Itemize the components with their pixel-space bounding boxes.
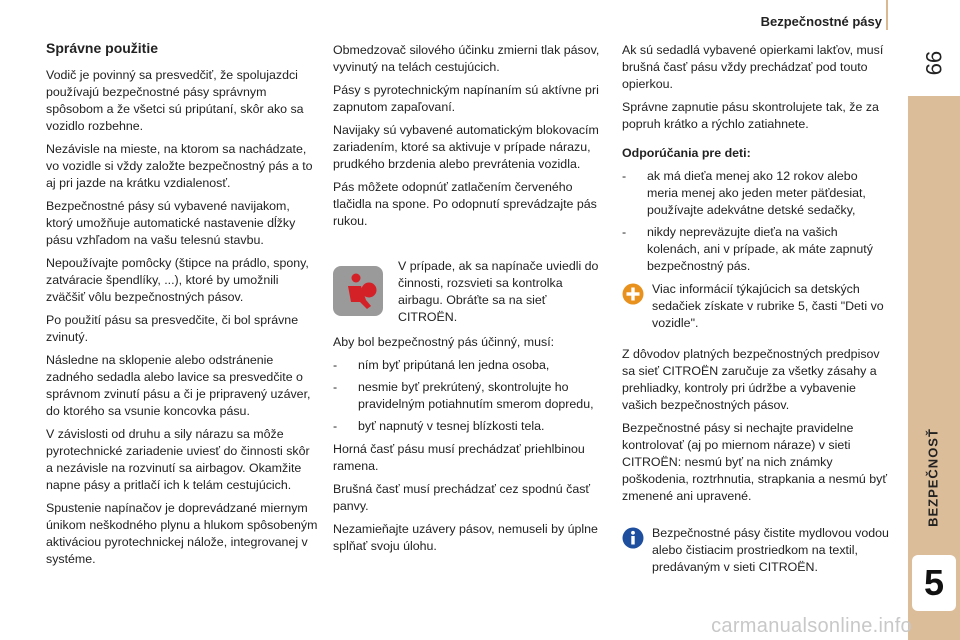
chapter-number: 5 <box>912 555 956 611</box>
cleaning-info-note <box>622 525 892 576</box>
paragraph: Pásy s pyrotechnickým napínaním sú aktívne pri zapnutom zapaľovaní. <box>333 83 599 114</box>
section-title: Správne použitie <box>46 40 159 56</box>
plus-icon <box>622 283 644 310</box>
column-2 <box>333 42 603 561</box>
paragraph: Správne zapnutie pásu skontrolujete tak, že za popruh krátko a rýchlo zatiahnete. <box>622 100 879 131</box>
running-header: Bezpečnostné pásy <box>760 14 882 29</box>
paragraph: Bezpečnostné pásy si nechajte pravidelne kontrolovať (aj po miernom náraze) v sieti CITROËN: nesmú byť na nich známky poškodenia, roztrhnutia, strapkania a nesmú byť zmenené ani upravené. <box>622 421 888 503</box>
paragraph: Nezamieňajte uzávery pásov, nemuseli by úplne splňať svoju úlohu. <box>333 522 598 553</box>
paragraph: Ak sú sedadlá vybavené opierkami lakťov, musí brušná časť pásu vždy prechádzať pod touto opierkou. <box>622 43 884 91</box>
paragraph: Obmedzovač silového účinku zmierni tlak pásov, vyvinutý na telách cestujúcich. <box>333 43 600 74</box>
info-icon <box>622 527 644 554</box>
paragraph: Brušná časť musí prechádzať cez spodnú časť panvy. <box>333 482 591 513</box>
airbag-warning-icon <box>333 266 383 321</box>
paragraph: Horná časť pásu musí prechádzať priehlbinou ramena. <box>333 442 585 473</box>
column-1 <box>46 40 318 574</box>
note-text: V prípade, ak sa napínače uviedli do činnosti, rozsvieti sa kontrolka airbagu. Obráťte sa na sieť CITROËN. <box>398 259 599 324</box>
list-intro: Aby bol bezpečnostný pás účinný, musí: <box>333 335 555 349</box>
recommendations-title: Odporúčania pre deti: <box>622 146 751 160</box>
paragraph: Nezávisle na mieste, na ktorom sa nachádzate, vo vozidle si vždy založte bezpečnostný pás a to aj pri jazde na krátku vzdialenosť. <box>46 142 313 190</box>
header-divider <box>886 0 888 30</box>
list-item: - ním byť pripútaná len jedna osoba, <box>333 357 603 374</box>
paragraph: Spustenie napínačov je doprevádzané miernym únikom neškodného plynu a hlukom spôsobeným aktiváciou pyrotechnickej nálože, integrovanej v systéme. <box>46 501 318 566</box>
list-item: - nikdy nepreväzujte dieťa na vašich kolenách, ani v prípade, ak máte zapnutý bezpečnostný pás. <box>622 224 892 275</box>
list-item: - byť napnutý v tesnej blízkosti tela. <box>333 418 603 435</box>
paragraph: Pás môžete odopnúť zatlačením červeného tlačidla na spone. Po odopnutí sprevádzajte pás rukou. <box>333 180 597 228</box>
child-seat-info-note <box>622 281 892 332</box>
paragraph: Vodič je povinný sa presvedčiť, že spolujazdci používajú bezpečnostné pásy správnym spôsobom a že všetci sú pripútaní, skôr ako sa vozidlo rozbehne. <box>46 68 304 133</box>
watermark: carmanualsonline.info <box>711 615 912 637</box>
airbag-warning-note <box>333 258 603 326</box>
paragraph: Bezpečnostné pásy sú vybavené navijakom, ktorý umožňuje automatické nastavenie dĺžky pásu vzhľadom na vašu telesnú stavbu. <box>46 199 296 247</box>
note-text: Bezpečnostné pásy čistite mydlovou vodou alebo čistiacim prostriedkom na textil, predávaným v sieti CITROËN. <box>652 526 889 574</box>
note-text: Viac informácií týkajúcich sa detských sedačiek získate v rubrike 5, časti "Deti vo vozidle". <box>652 282 884 330</box>
paragraph: Navijaky sú vybavené automatickým blokovacím zariadením, ktoré sa aktivuje v prípade nárazu, prudkého brzdenia alebo prevrátenia vozidla. <box>333 123 599 171</box>
column-3 <box>622 42 892 590</box>
page-number: 99 <box>921 50 946 76</box>
list-item: - ak má dieťa menej ako 12 rokov alebo meria menej ako jeden meter päťdesiat, používajte adekvátne detské sedačky, <box>622 168 892 219</box>
paragraph: V závislosti od druhu a sily nárazu sa môže pyrotechnické zariadenie uviesť do činnosti skôr a nezávisle na rozvinutí sa airbagov. Okamžite napne pásy a pritlačí ich k telám cestujúcich. <box>46 427 310 492</box>
paragraph: Po použití pásu sa presvedčite, či bol správne zvinutý. <box>46 313 299 344</box>
requirements-list <box>333 357 603 435</box>
paragraph: Nepoužívajte pomôcky (štipce na prádlo, spony, zatváracie špendlíky, ...), ktoré by umožnili zväčšiť vôlu bezpečnostných pásov. <box>46 256 309 304</box>
recommendations-list <box>622 168 892 275</box>
chapter-side-label: BEZPEČNOSŤ <box>925 428 941 527</box>
paragraph: Následne na sklopenie alebo odstránenie zadného sedadla alebo lavice sa presvedčite o správnom zvinutí pásu a či je pripravený uzáver, do ktorého sa vsunie koncovka pásu. <box>46 353 311 418</box>
paragraph: Z dôvodov platných bezpečnostných predpisov sa sieť CITROËN zaručuje za všetky zásahy a prehliadky, kontroly pri údržbe a vybavenie vašich bezpečnostných pásov. <box>622 347 880 412</box>
list-item: - nesmie byť prekrútený, skontrolujte ho pravidelným potiahnutím smerom dopredu, <box>333 379 603 413</box>
